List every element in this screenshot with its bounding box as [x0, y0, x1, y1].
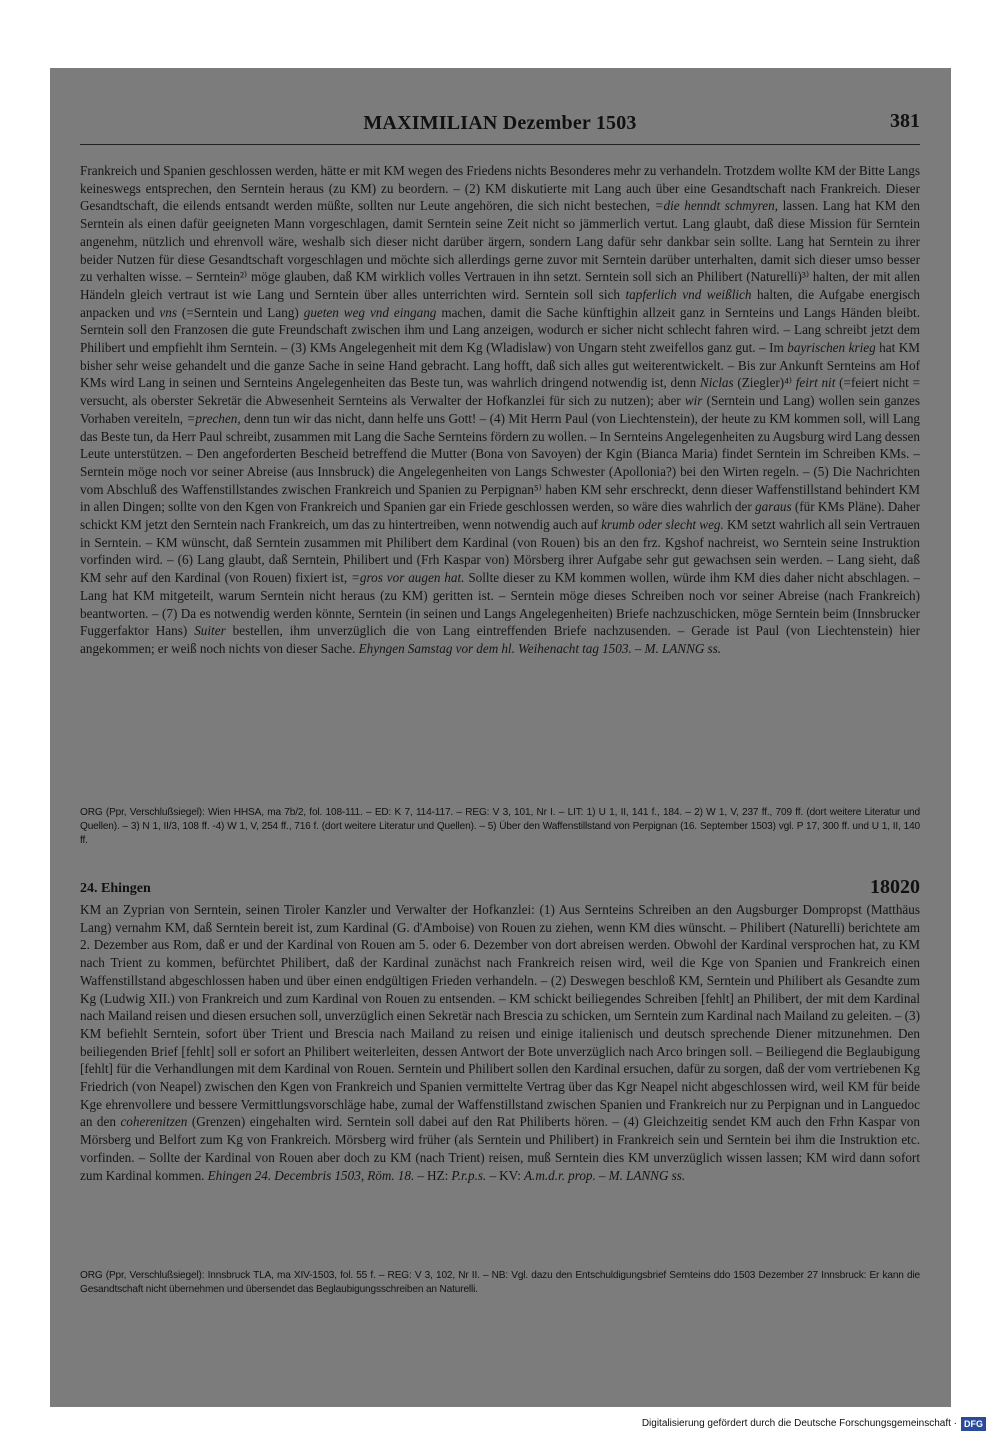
italic-quote: gueten weg vnd eingang: [303, 304, 437, 320]
text-segment: – KV:: [486, 1167, 524, 1183]
text-segment: (Ziegler)⁴⁾: [733, 375, 796, 391]
entry-1-body: [80, 162, 920, 658]
entry-1-source-note: ORG (Ppr, Verschlußsiegel): Wien HHSA, ma 7b/2, fol. 108-111. – ED: K 7, 114-117. – REG: V 3, 101, Nr I. – LIT: 1) U 1, II, 141 f., 184. – 2) W 1, V, 237 ff., 709 ff. (dort weitere Literatur und Quellen). – 3) N 1, II/3, 108 ff. -4) W 1, V, 254 ff., 716 f. (dort weitere Literatur und Quellen). – 5) Über den Waffenstillstand von Perpignan (16. September 1503) vgl. P 17, 300 ff. und U 1, II, 140 ff.: [80, 807, 920, 847]
italic-quote: =gros vor augen hat.: [351, 570, 465, 586]
text-segment: Sollte dieser zu KM kommen wollen, würde ihm KM dies daher nicht abschlagen. – Lang hat KM mitgeteilt, warum Serntein nicht heraus (zu KM) geritten ist. – Serntein möge dieses Schreiben noch vor seiner Abreise (nach Frankreich) beantworten. – (7) Da es notwendig werden könnte, Serntein (in seinen und Langs Angelegenheiten) Briefe nachzuschicken, möge Serntein beim (Innsbrucker Fuggerfaktor Hans): [80, 570, 920, 639]
italic-quote: krumb oder slecht weg.: [601, 517, 724, 533]
text-segment: hat KM bisher sehr weise gehandelt und die ganze Sache in seine Hand gebracht. Lang hofft, daß sich alles gut weiterentwickelt. – Bis zur Ankunft Sernteins am Hof KMs wird Lang in seinen und Sernteins Angelegenheiten das Beste tun, was wahrlich dringend notwendig ist, denn: [80, 340, 920, 391]
italic-quote: wir: [684, 393, 703, 409]
italic-quote: coherenitzen: [120, 1114, 188, 1130]
entry-2-body: [80, 901, 920, 1184]
text-segment: halten, die Aufgabe energisch anpacken und: [80, 286, 920, 320]
text-segment: KM an Zyprian von Serntein, seinen Tiroler Kanzler und Verwalter der Hofkanzlei: (1) Aus Sernteins Schreiben an den Augsburger Dompropst (Matthäus Lang) vernahm KM, daß Serntein bereit ist, zum Kardinal (G. d'Amboise) von Rouen zu ziehen, wenn KM dies wünscht. – Philibert (Naturelli) berichtete am 2. Dezember aus Rom, daß er und der Kardinal von Rouen am 5. oder 6. Dezember von dort abreisen werden. Obwohl der Kardinal versprochen hat, zu KM nach Trient zu kommen, befürchtet Philibert, daß der Kardinal zunächst nach Frankreich reisen wird, weil die Kge von Spanien und Frankreich einen Waffenstillstand abgeschlossen haben und über einen endgültigen Frieden verhandeln. – (2) Deswegen beschloß KM, Serntein und Philibert als Gesandte zum Kg (Ludwig XII.) von Frankreich und zum Kardinal von Rouen zu entsenden. – KM schickt beiliegendes Schreiben [fehlt] an Philibert, der mit dem Kardinal nach Mailand reisen und diesen ersuchen soll, unverzüglich einen Sekretär nach Brescia zu schicken, um Serntein zum Kardinal nach Mailand zu geleiten. – (3) KM befiehlt Serntein, sofort über Trient und Brescia nach Mailand zu reisen und einige italienisch und deutsch sprechende Diener mitzunehmen. Den beiliegenden Brief [fehlt] soll er sofort an Philibert weiterleiten, dessen Antwort der Bote unverzüglich nach Arco bringen soll. – Beiliegend die Beglaubigung [fehlt] für die Verhandlungen mit dem Kardinal von Rouen. Serntein und Philibert sollen den Kardinal ersuchen, dafür zu sorgen, daß der vom vertriebenen Kg Friedrich (von Neapel) zwischen den Kgen von Frankreich und Spanien vermittelte Vertrag über das Kgr Neapel nicht abgeschlossen wird, weil KM für beide Kge ehrenvollere und bessere Vermittlungsvorschläge habe, zumal der Waffenstillstand zwischen Spanien und Frankreich nur zu Perpignan und in Languedoc an den: [80, 902, 920, 1130]
text-segment: – HZ:: [414, 1167, 452, 1183]
text-segment: KM setzt wahrlich all sein Vertrauen in Serntein. – KM wünscht, daß Serntein zusammen mit Philibert dem Kardinal (von Rouen) bis an den frz. Kgshof nachreist, wo Serntein seine Instruktion vorfinden wird. – (6) Lang glaubt, daß Serntein, Philibert und (Frh Kaspar von) Mörsberg ihrer Aufgabe sehr gut gewachsen sein werden. – Lang sieht, daß KM sehr auf den Kardinal (von Rouen) fixiert ist,: [80, 517, 920, 586]
text-segment: denn tun wir das nicht, dann helfe uns Gott! – (4) Mit Herrn Paul (von Liechtenstein), der heute zu KM kommen soll, will Lang das Beste tun, da Herr Paul schreibt, zusammen mit Lang die Sache Sernteins fördern zu wollen. – In Sernteins Angelegenheiten zu Augsburg wird Lang dessen Leute unterstützen. – Den angeforderten Bescheid betreffend die Mutter (Bona von Savoyen) der Kgin (Bianca Maria) findet Serntein im Schreiben KMs. – Serntein möge noch vor seiner Abreise (aus Innsbruck) die Angelegenheiten von Langs Schwester (Apollonia?) bei den Wirten regeln. – (5) Die Nachrichten vom Abschluß des Waffenstillstandes zwischen Frankreich und Spanien zu Perpignan⁵⁾ haben KM sehr erschreckt, denn dieser Waffenstillstand behindert KM in allen Dingen; sollte von den Kgen von Frankreich und Spanien gar ein Friede geschlossen werden, so wäre dies wahrlich der: [80, 410, 921, 515]
italic-quote: garaus: [755, 499, 792, 515]
date-and-signature: Ehyngen Samstag vor dem hl. Weihenacht tag 1503. – M. LANNG ss.: [358, 640, 722, 656]
italic-quote: vns: [159, 304, 177, 320]
entry-2-source-note: ORG (Ppr, Verschlußsiegel): Innsbruck TLA, ma XIV-1503, fol. 55 f. – REG: V 3, 102, Nr II. – NB: Vgl. dazu den Entschuldigungsbrief Sernteins ddo 1503 Dezember 27 Innsbruck: Er kann die Gesandtschaft nicht übernehmen und übersendet das Beglaubigungsschreiben an Naturelli.: [80, 1270, 920, 1296]
dfg-logo: DFG: [961, 1417, 986, 1431]
entry-number: 18020: [870, 876, 920, 898]
text-segment: (=Serntein und Lang): [177, 304, 304, 320]
italic-quote: feirt nit: [795, 375, 836, 391]
italic-quote: Niclas: [699, 375, 734, 391]
text-segment: Frankreich und Spanien geschlossen werden, hätte er mit KM wegen des Friedens nichts Besonderes mehr zu verhandeln. Trotzdem wollte KM der Bitte Langs keineswegs entsprechen, den Serntein heraus (zu KM) zu beordern. – (2) KM diskutierte mit Lang auch über eine Gesandtschaft nach Frankreich. Dieser Gesandtschaft, die eilends entsandt werden müßte, sollten nur Leute angehören, die sich nicht bestechen,: [80, 163, 920, 214]
running-title: MAXIMILIAN Dezember 1503: [363, 112, 637, 134]
text-segment: machen, damit die Sache künftighin allzeit ganz in Sernteins und Langs Händen bleibt. Serntein soll den Franzosen die gute Freundschaft zwischen ihm und Lang anzeigen, wodurch er sicher nicht schlecht fahren wird. – Lang schreibt jetzt dem Philibert und empfiehlt ihm Serntein. – (3) KMs Angelegenheit mit dem Kg (Wladislaw) von Ungarn steht zweifellos ganz gut. – Im: [80, 304, 921, 356]
italic-quote: =prechen,: [186, 410, 241, 426]
page-header: [80, 110, 920, 145]
text-segment: (für KMs Pläne). Daher schickt KM jetzt den Serntein nach Frankreich, um das zu hintertreiben, wenn notwendig auch auf: [80, 499, 920, 533]
entry-2-heading: [80, 876, 920, 900]
italic-quote: =die henndt schmyren,: [654, 198, 779, 214]
italic-quote: P.r.p.s.: [451, 1167, 487, 1183]
italic-quote: tapferlich vnd weißlich: [625, 286, 752, 302]
digitization-footer: [642, 1417, 986, 1431]
text-segment: (Grenzen) eingehalten wird. Serntein soll dabei auf den Rat Philiberts hören. – (4) Gleichzeitig sendet KM auch den Frhn Kaspar von Mörsberg und Belfort zum Kg von Frankreich. Mörsberg wird früher (als Serntein und Philibert) in Frankreich sein und Serntein bei ihm die Instruktion etc. vorfinden. – Sollte der Kardinal von Rouen aber doch zu KM (nach Trient) reisen, muß Serntein dies KM unverzüglich wissen lassen; KM wird dann sofort zum Kardinal kommen.: [80, 1114, 920, 1183]
footer-credit: Digitalisierung gefördert durch die Deutsche Forschungsgemeinschaft ·: [641, 1418, 957, 1429]
text-segment: (Serntein und Lang) wollen sein ganzes Vorhaben vereiteln,: [80, 393, 920, 426]
text-segment: bestellen, ihm unverzüglich die von Lang eintreffenden Briefe nachzusenden. – Gerade ist Paul (von Liechtenstein) hier angekommen; er weiß noch nichts von dieser Sache.: [80, 623, 920, 656]
page-number: 381: [890, 110, 920, 132]
italic-quote: bayrischen krieg: [787, 340, 876, 356]
italic-quote: Suiter: [194, 623, 226, 639]
signature: A.m.d.r. prop. – M. LANNG ss.: [523, 1167, 686, 1183]
entry-place-date: 24. Ehingen: [80, 881, 151, 896]
text-segment: (=feiert nicht = versucht, als oberster Sekretär die Abwesenheit Sernteins als Verwalter der Hofkanzlei für sich zu nutzen); aber: [80, 375, 921, 409]
text-segment: lassen. Lang hat KM den Serntein als einen dafür geeigneten Mann vorgeschlagen, damit Serntein seine Zeit nicht so jämmerlich vertut. Lang glaubt, daß diese Mission für Serntein angenehm, nützlich und ehrenvoll wäre, weshalb sich dieser nicht darüber ärgern, sondern Lang dafür sehr dankbar sein sollte. Lang hat Serntein zu ihrer beider Nutzen für diese Gesandtschaft vorgeschlagen und möchte sich allerdings gerne zuvor mit Serntein darüber unterhalten, damit sich dieser umso besser zu verhalten wisse. – Serntein²⁾ möge glauben, daß KM wirklich volles Vertrauen in ihn setzt. Serntein soll sich an Philibert (Naturelli)³⁾ halten, der mit allen Händeln gleich vertraut ist wie Lang und Serntein über alles unterrichten wird. Serntein soll sich: [80, 198, 920, 302]
date-line: Ehingen 24. Decembris 1503, Röm. 18.: [207, 1167, 415, 1183]
